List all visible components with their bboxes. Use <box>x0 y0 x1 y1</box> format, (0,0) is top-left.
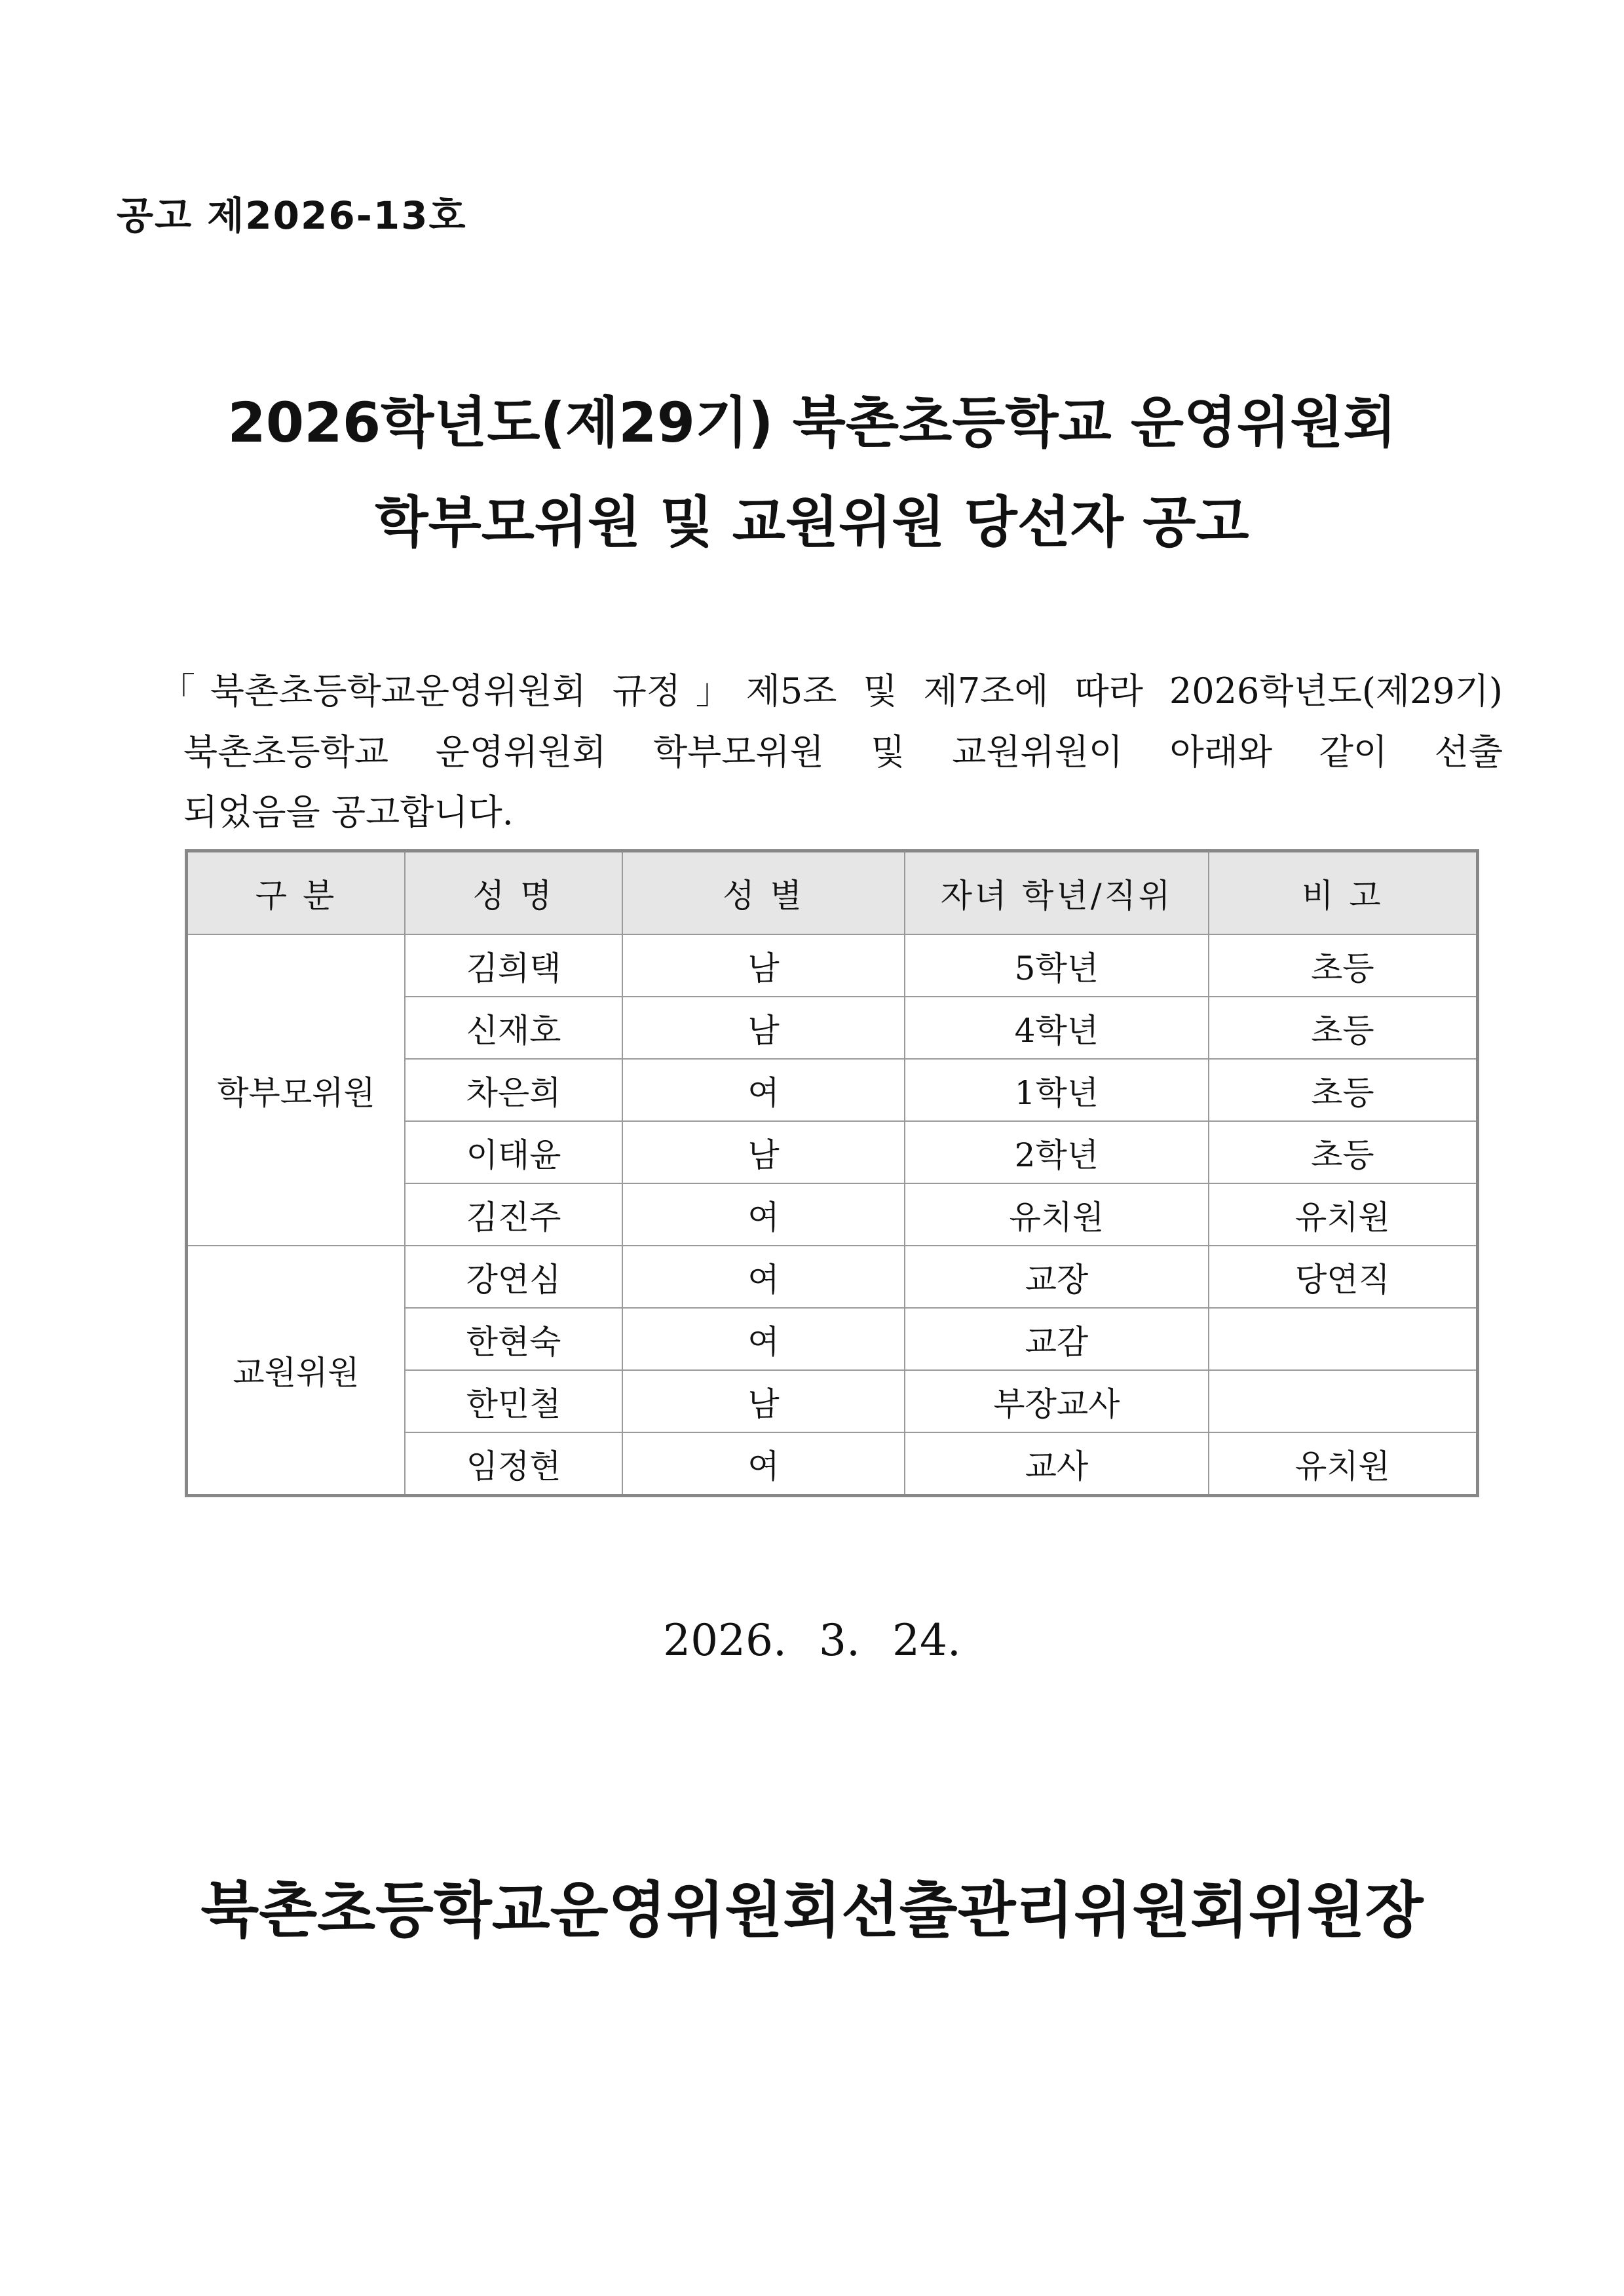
name-cell: 신재호 <box>405 997 622 1059</box>
issuer-name: 북촌초등학교운영위원회선출관리위원회위원장 <box>200 1875 1424 1945</box>
document-title-line-1: 2026학년도(제29기) 북촌초등학교 운영위원회 <box>227 391 1397 455</box>
document-title-line-2: 학부모위원 및 교원위원 당선자 공고 <box>375 490 1249 554</box>
header-grade-position: 자녀 학년/직위 <box>905 851 1209 935</box>
remark-cell: 유치원 <box>1209 1183 1478 1246</box>
intro-line-3: 되었음을 공고합니다. <box>183 792 514 833</box>
grade-position-cell: 부장교사 <box>905 1370 1209 1432</box>
grade-position-cell: 2학년 <box>905 1121 1209 1183</box>
gender-cell: 남 <box>622 934 905 997</box>
grade-position-cell: 교장 <box>905 1246 1209 1308</box>
grade-position-cell: 교사 <box>905 1432 1209 1496</box>
header-remark: 비 고 <box>1209 851 1478 935</box>
announcement-date: 2026. 3. 24. <box>663 1615 961 1666</box>
intro-line-1: 「북촌초등학교운영위원회 규정」제5조 및 제7조에 따라 2026학년도(제29기) <box>160 670 1503 712</box>
grade-position-cell: 4학년 <box>905 997 1209 1059</box>
grade-position-cell: 5학년 <box>905 934 1209 997</box>
notice-number: 공고 제2026-13호 <box>117 193 467 238</box>
gender-cell: 여 <box>622 1432 905 1496</box>
name-cell: 이태윤 <box>405 1121 622 1183</box>
remark-cell: 초등 <box>1209 934 1478 997</box>
gender-cell: 남 <box>622 997 905 1059</box>
table-row <box>187 1246 1478 1308</box>
name-cell: 김희택 <box>405 934 622 997</box>
grade-position-cell: 교감 <box>905 1308 1209 1370</box>
remark-cell: 초등 <box>1209 997 1478 1059</box>
committee-roster-table <box>185 849 1479 1497</box>
gender-cell: 여 <box>622 1246 905 1308</box>
gender-cell: 여 <box>622 1308 905 1370</box>
gender-cell: 여 <box>622 1059 905 1121</box>
remark-cell <box>1209 1308 1478 1370</box>
table-row <box>187 934 1478 997</box>
header-name: 성 명 <box>405 851 622 935</box>
header-gender: 성 별 <box>622 851 905 935</box>
remark-cell <box>1209 1370 1478 1432</box>
category-cell-parent-members: 학부모위원 <box>187 934 406 1246</box>
category-cell-teacher-members: 교원위원 <box>187 1246 406 1496</box>
remark-cell: 초등 <box>1209 1059 1478 1121</box>
gender-cell: 남 <box>622 1370 905 1432</box>
intro-line-2: 북촌초등학교 운영위원회 학부모위원 및 교원위원이 아래와 같이 선출 <box>183 731 1503 773</box>
gender-cell: 남 <box>622 1121 905 1183</box>
name-cell: 한민철 <box>405 1370 622 1432</box>
remark-cell: 초등 <box>1209 1121 1478 1183</box>
name-cell: 김진주 <box>405 1183 622 1246</box>
grade-position-cell: 유치원 <box>905 1183 1209 1246</box>
name-cell: 강연심 <box>405 1246 622 1308</box>
name-cell: 임정현 <box>405 1432 622 1496</box>
name-cell: 한현숙 <box>405 1308 622 1370</box>
grade-position-cell: 1학년 <box>905 1059 1209 1121</box>
remark-cell: 당연직 <box>1209 1246 1478 1308</box>
table-header-row <box>187 851 1478 935</box>
header-category: 구 분 <box>187 851 406 935</box>
gender-cell: 여 <box>622 1183 905 1246</box>
name-cell: 차은희 <box>405 1059 622 1121</box>
remark-cell: 유치원 <box>1209 1432 1478 1496</box>
